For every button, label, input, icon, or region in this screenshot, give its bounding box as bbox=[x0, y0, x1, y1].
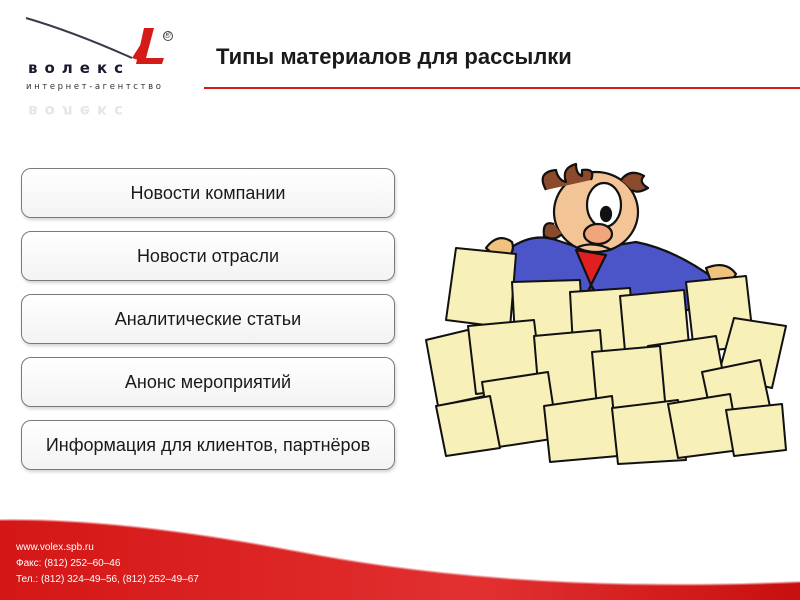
logo-reflection: волекс bbox=[28, 102, 131, 120]
company-logo[interactable] bbox=[14, 14, 194, 124]
phone-numbers: Тел.: (812) 324–49–56, (812) 252–49–67 bbox=[16, 574, 199, 585]
logo-wordmark: волекс bbox=[28, 59, 131, 77]
website-link[interactable]: www.volex.spb.ru bbox=[16, 542, 94, 553]
material-type-item: Новости компании bbox=[21, 168, 395, 218]
page-title: Типы материалов для рассылки bbox=[216, 44, 572, 69]
material-type-item: Новости отрасли bbox=[21, 231, 395, 281]
material-type-item: Анонс мероприятий bbox=[21, 357, 395, 407]
registered-mark: ® bbox=[164, 30, 171, 40]
logo-tagline: интернет-агентство bbox=[26, 82, 164, 92]
material-type-item: Аналитические статьи bbox=[21, 294, 395, 344]
material-type-item: Информация для клиентов, партнёров bbox=[21, 420, 395, 470]
cartoon-man-with-papers bbox=[416, 150, 800, 470]
paper-pile-illustration-icon bbox=[416, 150, 800, 470]
fax-number: Факс: (812) 252–60–46 bbox=[16, 558, 121, 569]
title-divider bbox=[204, 87, 800, 89]
footer-contacts bbox=[16, 540, 199, 588]
